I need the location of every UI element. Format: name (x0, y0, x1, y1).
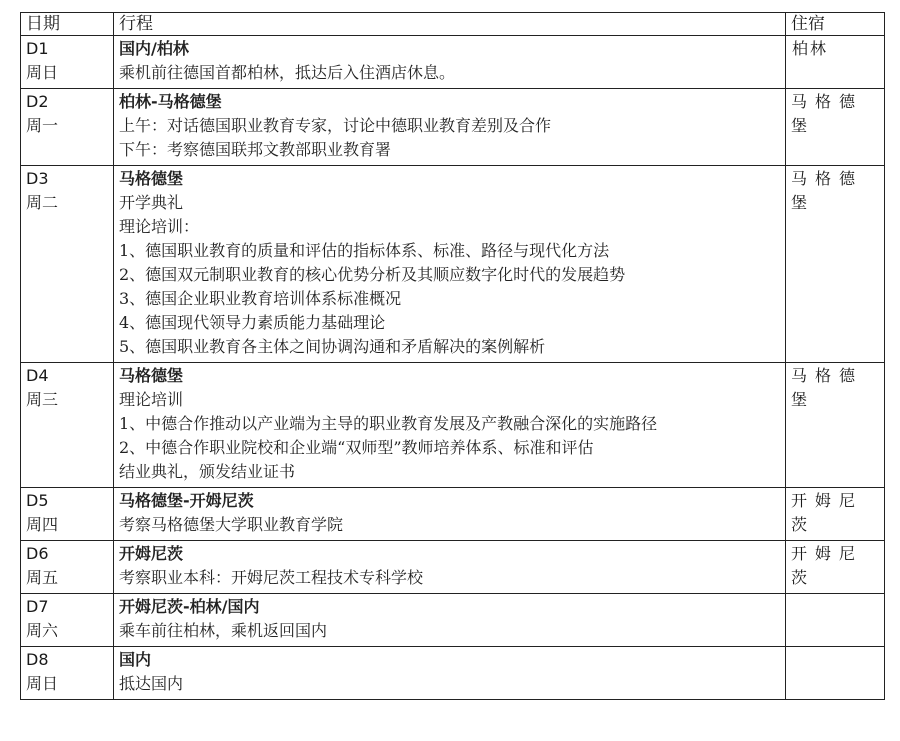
plan-line: 2、德国双元制职业教育的核心优势分析及其顺应数字化时代的发展趋势 (119, 265, 626, 284)
day-cell (21, 363, 114, 488)
route-title: 开姆尼茨 (119, 544, 184, 563)
weekday: 周一 (26, 116, 59, 135)
route-title: 国内/柏林 (119, 39, 189, 58)
plan-line: 抵达国内 (119, 674, 184, 693)
day-code: D3 (26, 169, 49, 188)
day-cell (21, 594, 114, 647)
plan-cell (114, 488, 786, 541)
table-row (21, 363, 885, 488)
plan-line: 上午：对话德国职业教育专家，讨论中德职业教育差别及合作 (119, 116, 552, 135)
table-row (21, 36, 885, 89)
plan-line: 考察职业本科：开姆尼茨工程技术专科学校 (119, 568, 424, 587)
table-row (21, 541, 885, 594)
plan-line: 2、中德合作职业院校和企业端“双师型”教师培养体系、标准和评估 (119, 438, 594, 457)
route-title: 马格德堡 (119, 169, 184, 188)
plan-line: 5、德国职业教育各主体之间协调沟通和矛盾解决的案例解析 (119, 337, 546, 356)
plan-line: 结业典礼，颁发结业证书 (119, 462, 296, 481)
stay-cell: 开姆尼茨 (786, 541, 885, 594)
plan-cell (114, 541, 786, 594)
route-title: 国内 (119, 650, 152, 669)
plan-cell (114, 89, 786, 166)
stay-cell: 开姆尼茨 (786, 488, 885, 541)
plan-cell (114, 647, 786, 700)
header-date: 日期 (21, 13, 114, 36)
route-title: 马格德堡-开姆尼茨 (119, 491, 254, 510)
plan-line: 乘车前往柏林，乘机返回国内 (119, 621, 328, 640)
weekday: 周日 (26, 674, 59, 693)
table-header-row (21, 13, 885, 36)
weekday: 周六 (26, 621, 59, 640)
plan-cell (114, 594, 786, 647)
weekday: 周四 (26, 515, 59, 534)
day-code: D1 (26, 39, 49, 58)
plan-line: 4、德国现代领导力素质能力基础理论 (119, 313, 386, 332)
stay-cell (786, 594, 885, 647)
plan-line: 理论培训： (119, 217, 200, 236)
day-cell (21, 647, 114, 700)
day-code: D8 (26, 650, 49, 669)
weekday: 周日 (26, 63, 59, 82)
day-code: D7 (26, 597, 49, 616)
day-cell (21, 36, 114, 89)
weekday: 周五 (26, 568, 59, 587)
day-code: D4 (26, 366, 49, 385)
plan-line: 考察马格德堡大学职业教育学院 (119, 515, 344, 534)
weekday: 周三 (26, 390, 59, 409)
stay-cell: 马格德堡 (786, 166, 885, 363)
day-code: D6 (26, 544, 49, 563)
plan-line: 下午：考察德国联邦文教部职业教育署 (119, 140, 392, 159)
plan-cell (114, 36, 786, 89)
stay-cell: 马格德堡 (786, 89, 885, 166)
table-row (21, 89, 885, 166)
header-stay: 住宿 (786, 13, 885, 36)
plan-line: 乘机前往德国首都柏林，抵达后入住酒店休息。 (119, 63, 456, 82)
weekday: 周二 (26, 193, 59, 212)
day-code: D2 (26, 92, 49, 111)
plan-line: 开学典礼 (119, 193, 184, 212)
plan-cell (114, 166, 786, 363)
plan-line: 1、德国职业教育的质量和评估的指标体系、标准、路径与现代化方法 (119, 241, 610, 260)
plan-line: 理论培训 (119, 390, 184, 409)
route-title: 柏林-马格德堡 (119, 92, 222, 111)
stay-cell: 柏林 (786, 36, 885, 89)
day-cell (21, 89, 114, 166)
route-title: 开姆尼茨-柏林/国内 (119, 597, 260, 616)
stay-cell (786, 647, 885, 700)
table-row (21, 594, 885, 647)
day-cell (21, 488, 114, 541)
stay-cell: 马格德堡 (786, 363, 885, 488)
day-cell (21, 166, 114, 363)
header-plan: 行程 (114, 13, 786, 36)
route-title: 马格德堡 (119, 366, 184, 385)
table-row (21, 647, 885, 700)
itinerary-table (20, 12, 885, 700)
day-code: D5 (26, 491, 49, 510)
plan-line: 3、德国企业职业教育培训体系标准概况 (119, 289, 402, 308)
plan-line: 1、中德合作推动以产业端为主导的职业教育发展及产教融合深化的实施路径 (119, 414, 658, 433)
table-row (21, 488, 885, 541)
day-cell (21, 541, 114, 594)
table-row (21, 166, 885, 363)
plan-cell (114, 363, 786, 488)
